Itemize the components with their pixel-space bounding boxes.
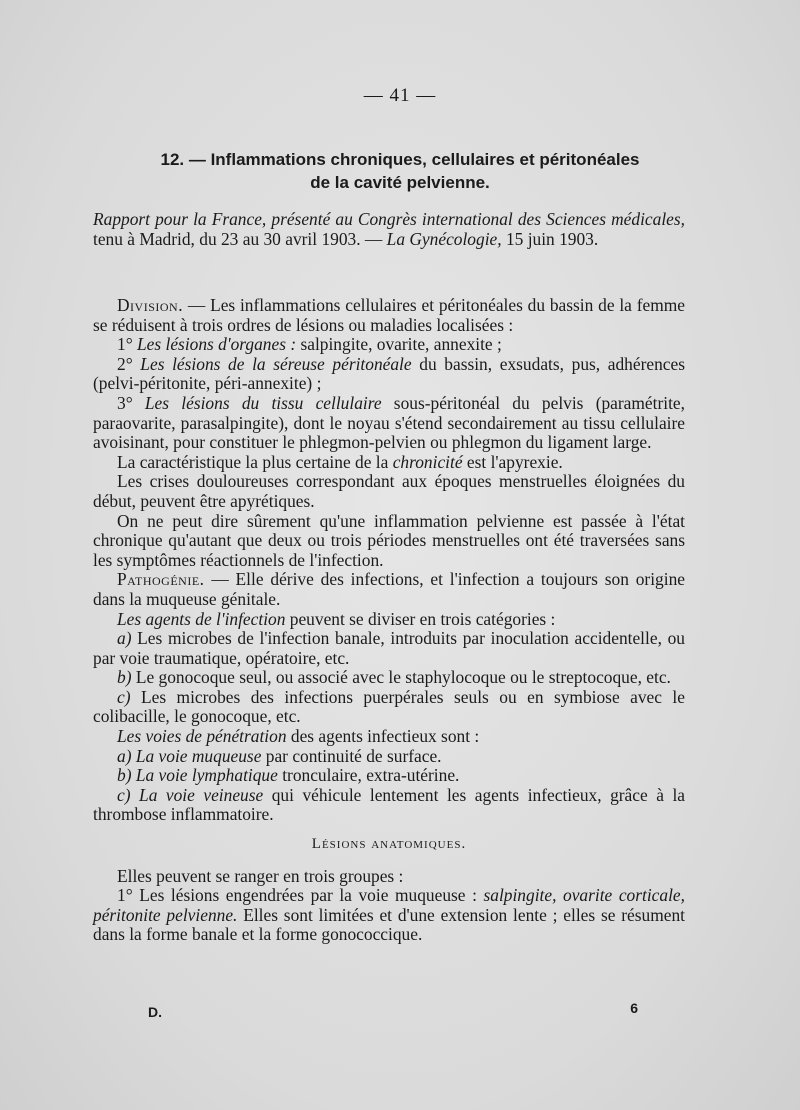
item-3-text: sous-péritonéal du pelvis (paramétrite, paraovarite, parasalpingite), dont le noyau s'étend secondairement au tissu cellulaire avoisinant, pour constituer le phlegmon-pelvien ou phlegmon du ligament large. bbox=[93, 392, 686, 453]
item-1-italic: Les lésions d'organes : bbox=[137, 334, 297, 355]
category-c-text: Les microbes des infections puerpérales seuls ou en symbiose avec le colibacille, le gonocoque, etc. bbox=[93, 686, 685, 727]
reference-text-b: 15 juin 1903. bbox=[501, 228, 599, 249]
paragraph-voies bbox=[93, 727, 685, 747]
paragraph-pathogenie bbox=[93, 570, 685, 609]
paragraph-category-c bbox=[93, 688, 685, 727]
category-b-text: Le gonocoque seul, ou associé avec le staphylocoque ou le streptocoque, etc. bbox=[131, 667, 671, 688]
item-2-italic: Les lésions de la séreuse péritonéale bbox=[140, 353, 412, 374]
pathogenie-lead: Pathogénie. bbox=[117, 569, 205, 590]
reference-italic-b: La Gynécologie, bbox=[386, 228, 502, 249]
voie-a-italic: La voie muqueuse bbox=[131, 745, 262, 766]
paragraph-crises: Les crises douloureuses correspondant aux époques menstruelles éloignées du début, peuvent être apyrétiques. bbox=[93, 471, 685, 511]
signature-mark: D. bbox=[148, 1004, 162, 1020]
voie-a-letter: a) bbox=[117, 745, 132, 766]
bibliographic-reference bbox=[93, 210, 685, 249]
heading-line-2: de la cavité pelvienne. bbox=[310, 173, 490, 192]
division-lead: Division. bbox=[117, 295, 184, 315]
heading-line-1: 12. — Inflammations chroniques, cellulaires et péritonéales bbox=[160, 150, 640, 169]
voie-a-text: par continuité de surface. bbox=[261, 745, 442, 766]
paragraph-caracteristique bbox=[93, 453, 685, 473]
paragraph-item-3 bbox=[93, 394, 685, 453]
voie-c-letter: c) bbox=[117, 784, 131, 805]
page-number: — 41 — bbox=[363, 85, 437, 106]
reference-text-a: tenu à Madrid, du 23 au 30 avril 1903. — bbox=[93, 228, 387, 249]
agents-italic: Les agents de l'infection bbox=[117, 608, 286, 629]
voie-b-text: tronculaire, extra-utérine. bbox=[277, 765, 460, 786]
carac-italic: chronicité bbox=[392, 451, 463, 472]
paragraph-surement: On ne peut dire sûrement qu'une inflammation pelvienne est passée à l'état chronique qu'autant que deux ou trois périodes menstruelles ont été traversées sans les symptômes réactionnels de l'infection. bbox=[93, 510, 685, 570]
item-2-number: 2° bbox=[117, 353, 141, 374]
section-title: Lésions anatomiques. bbox=[311, 836, 467, 853]
voie-b-italic: La voie lymphatique bbox=[131, 765, 278, 786]
paragraph-voie-a bbox=[93, 747, 685, 767]
groupe-1-text-a: 1° Les lésions engendrées par la voie muqueuse : bbox=[117, 885, 484, 906]
division-text: — Les inflammations cellulaires et péritonéales du bassin de la femme se réduisent à trois ordres de lésions ou maladies localisées : bbox=[93, 295, 685, 335]
paragraph-agents bbox=[93, 610, 685, 630]
groupe-1-text-b: Elles sont limitées et d'une extension lente ; elles se résument dans la forme banale et la forme gonococcique. bbox=[93, 904, 685, 945]
carac-text-a: La caractéristique la plus certaine de la bbox=[117, 451, 393, 472]
item-3-italic: Les lésions du tissu cellulaire bbox=[144, 392, 382, 413]
agents-text: peuvent se diviser en trois catégories : bbox=[285, 608, 556, 629]
paragraph-item-2 bbox=[93, 355, 685, 394]
paragraph-item-1 bbox=[93, 335, 685, 355]
voies-italic: Les voies de pénétration bbox=[117, 726, 287, 747]
voies-text: des agents infectieux sont : bbox=[286, 726, 480, 747]
reference-italic-a: Rapport pour la France, présenté au Congrès international des Sciences médicales, bbox=[93, 209, 685, 229]
paragraph-category-a bbox=[93, 629, 685, 668]
item-1-number: 1° bbox=[117, 334, 137, 355]
paragraph-groupes: Elles peuvent se ranger en trois groupes : bbox=[117, 865, 404, 886]
paragraph-voie-c bbox=[93, 786, 685, 825]
item-2-text: du bassin, exsudats, pus, adhérences (pelvi-péritonite, péri-annexite) ; bbox=[93, 353, 686, 394]
paragraph-voie-b bbox=[93, 766, 685, 786]
sheet-number: 6 bbox=[630, 1000, 638, 1016]
category-c-letter: c) bbox=[117, 686, 131, 707]
pathogenie-text: — Elle dérive des infections, et l'infection a toujours son origine dans la muqueuse génitale. bbox=[93, 569, 685, 609]
carac-text-b: est l'apyrexie. bbox=[462, 451, 563, 472]
voie-c-italic: La voie veineuse bbox=[130, 784, 264, 805]
voie-b-letter: b) bbox=[117, 765, 132, 786]
paragraph-groupe-1 bbox=[93, 886, 685, 945]
category-a-letter: a) bbox=[117, 628, 132, 649]
item-3-number: 3° bbox=[117, 392, 145, 413]
chapter-heading bbox=[110, 148, 690, 194]
item-1-text: salpingite, ovarite, annexite ; bbox=[296, 334, 502, 355]
paragraph-division bbox=[93, 296, 685, 335]
paragraph-category-b bbox=[93, 668, 685, 688]
main-text bbox=[93, 296, 685, 945]
groupe-1-italic: salpingite, ovarite corticale, péritonite pelvienne. bbox=[93, 885, 685, 925]
category-b-letter: b) bbox=[117, 667, 132, 688]
category-a-text: Les microbes de l'infection banale, introduits par inoculation accidentelle, ou par voie traumatique, opératoire, etc. bbox=[93, 628, 685, 668]
voie-c-text: qui véhicule lentement les agents infectieux, grâce à la thrombose inflammatoire. bbox=[93, 784, 685, 825]
